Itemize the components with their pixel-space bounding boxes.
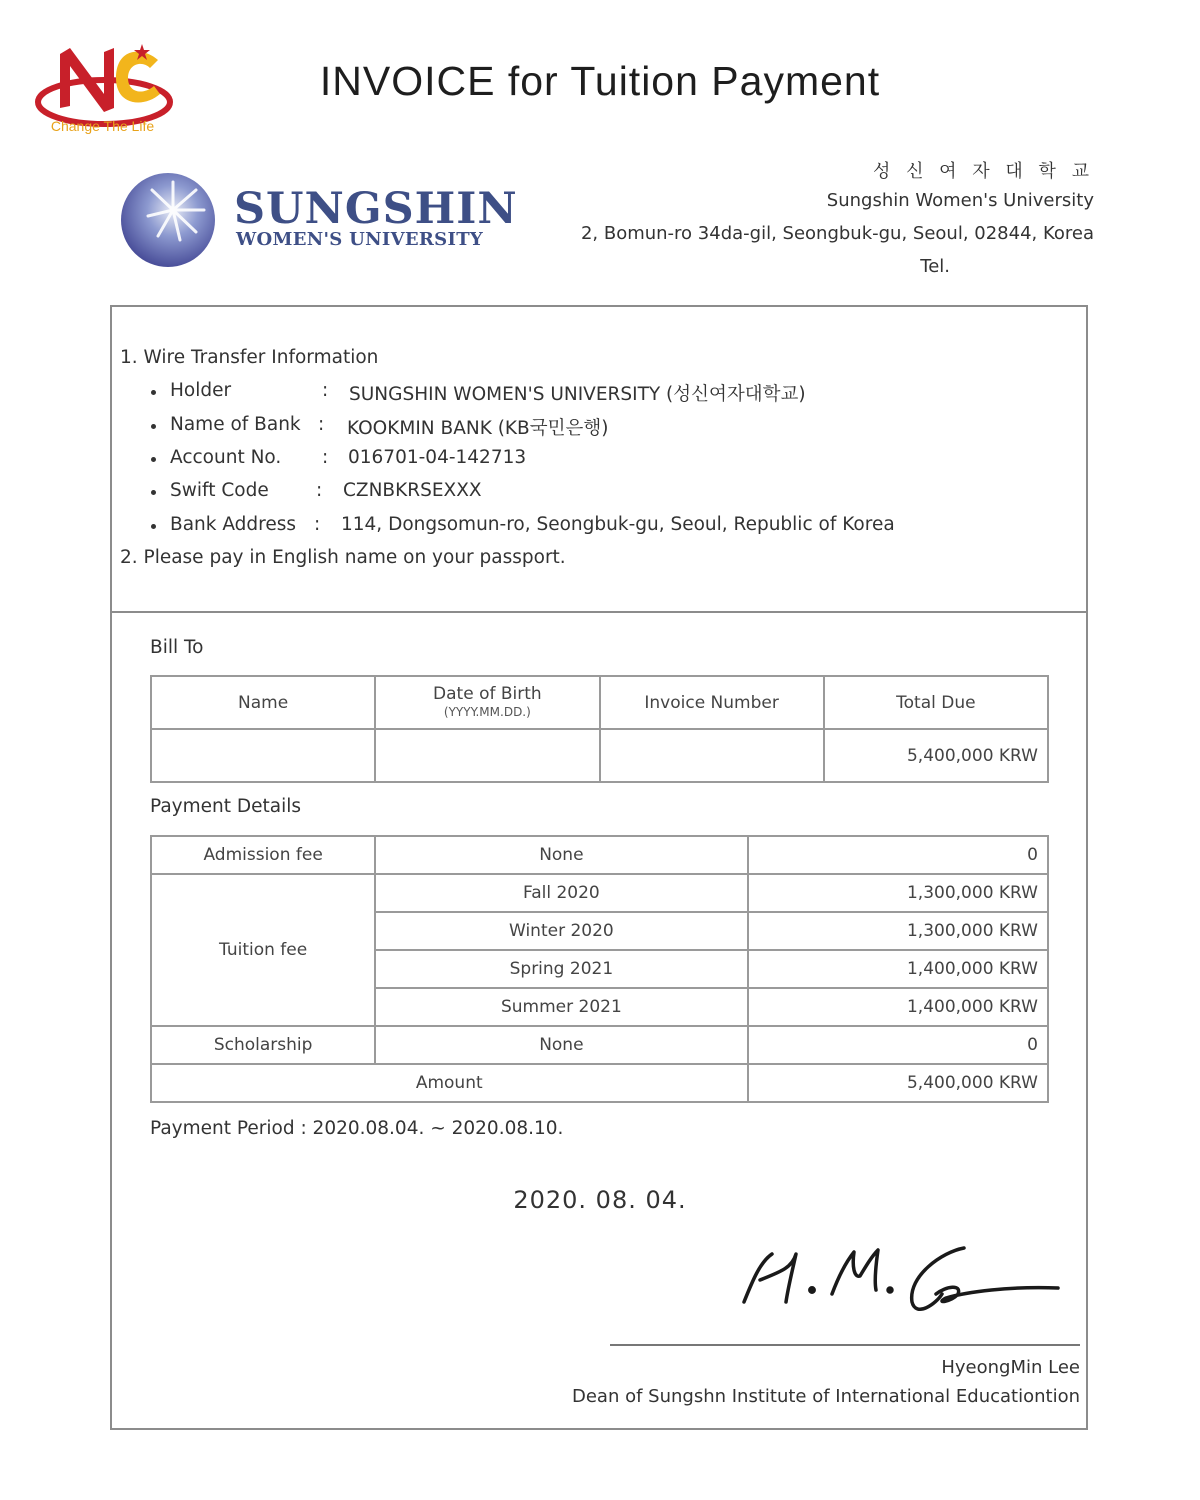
bill-header-invoice-number: Invoice Number	[600, 676, 824, 729]
bullet-icon	[151, 490, 156, 495]
total-amount-label: Amount	[151, 1064, 748, 1102]
university-logo-subtitle: WOMEN'S UNIVERSITY	[236, 229, 484, 250]
tuition-amount: 1,300,000 KRW	[748, 912, 1049, 950]
wire-separator: :	[314, 514, 321, 535]
invoice-date: 2020. 08. 04.	[513, 1186, 687, 1214]
wire-value: KOOKMIN BANK (KB국민은행)	[347, 418, 609, 439]
wire-label: Name of Bank	[170, 414, 301, 435]
bullet-icon	[151, 424, 156, 429]
wire-separator: :	[316, 480, 323, 501]
bill-value-dob	[375, 729, 599, 782]
wire-label: Swift Code	[170, 480, 269, 501]
university-name-korean: 성 신 여 자 대 학 교	[872, 161, 1094, 182]
wire-separator: :	[322, 447, 329, 468]
admission-fee-label: Admission fee	[151, 836, 375, 874]
tuition-term: Summer 2021	[375, 988, 747, 1026]
bill-to-table	[150, 675, 1049, 783]
bill-to-heading: Bill To	[150, 637, 204, 658]
wire-label: Holder	[170, 380, 232, 401]
bullet-icon	[151, 524, 156, 529]
signature-line	[610, 1344, 1080, 1346]
payment-details-table	[150, 835, 1049, 1103]
wire-separator: :	[322, 380, 329, 401]
university-emblem-icon	[118, 170, 218, 270]
bullet-icon	[151, 457, 156, 462]
tuition-amount: 1,400,000 KRW	[748, 950, 1049, 988]
document-title: INVOICE for Tuition Payment	[319, 58, 881, 104]
signatory-name: HyeongMin Lee	[941, 1357, 1080, 1378]
bill-header-name: Name	[151, 676, 375, 729]
wire-label: Account No.	[170, 447, 282, 468]
dob-label: Date of Birth	[433, 683, 542, 704]
wire-value: 114, Dongsomun-ro, Seongbuk-gu, Seoul, Republic of Korea	[341, 514, 895, 535]
bullet-icon	[151, 390, 156, 395]
scholarship-amount: 0	[748, 1026, 1049, 1064]
tuition-amount: 1,300,000 KRW	[748, 874, 1049, 912]
wire-transfer-heading: 1. Wire Transfer Information	[120, 347, 379, 368]
university-address: 2, Bomun-ro 34da-gil, Seongbuk-gu, Seoul, 02844, Korea	[580, 223, 1094, 244]
bill-header-dob	[375, 676, 599, 729]
total-amount-value: 5,400,000 KRW	[748, 1064, 1049, 1102]
tuition-term: Winter 2020	[375, 912, 747, 950]
bill-value-total-due: 5,400,000 KRW	[824, 729, 1048, 782]
wire-separator: :	[318, 414, 325, 435]
payment-period: Payment Period : 2020.08.04. ~ 2020.08.10.	[150, 1118, 564, 1139]
scholarship-item: None	[375, 1026, 747, 1064]
bill-value-invoice-number	[600, 729, 824, 782]
tuition-amount: 1,400,000 KRW	[748, 988, 1049, 1026]
wire-value: SUNGSHIN WOMEN'S UNIVERSITY (성신여자대학교)	[349, 384, 806, 405]
admission-fee-item: None	[375, 836, 747, 874]
signature-icon	[730, 1232, 1070, 1332]
payment-name-note: 2. Please pay in English name on your passport.	[120, 547, 566, 568]
brand-tagline: Change The Life	[50, 118, 155, 134]
tuition-fee-label: Tuition fee	[151, 874, 375, 1026]
tuition-term: Fall 2020	[375, 874, 747, 912]
bill-value-name	[151, 729, 375, 782]
admission-fee-amount: 0	[748, 836, 1049, 874]
tuition-term: Spring 2021	[375, 950, 747, 988]
wire-label: Bank Address	[170, 514, 297, 535]
section-divider	[110, 611, 1088, 613]
wire-value: CZNBKRSEXXX	[343, 480, 482, 501]
university-logo-name: SUNGSHIN	[234, 184, 518, 234]
university-tel-label: Tel.	[920, 256, 950, 277]
signatory-title: Dean of Sungshn Institute of International Educationtion	[572, 1386, 1080, 1407]
dob-format: (YYYY.MM.DD.)	[443, 704, 531, 719]
bill-header-total-due: Total Due	[824, 676, 1048, 729]
payment-details-heading: Payment Details	[150, 796, 302, 817]
wire-value: 016701-04-142713	[348, 447, 527, 468]
university-name-english: Sungshin Women's University	[826, 190, 1094, 211]
scholarship-label: Scholarship	[151, 1026, 375, 1064]
